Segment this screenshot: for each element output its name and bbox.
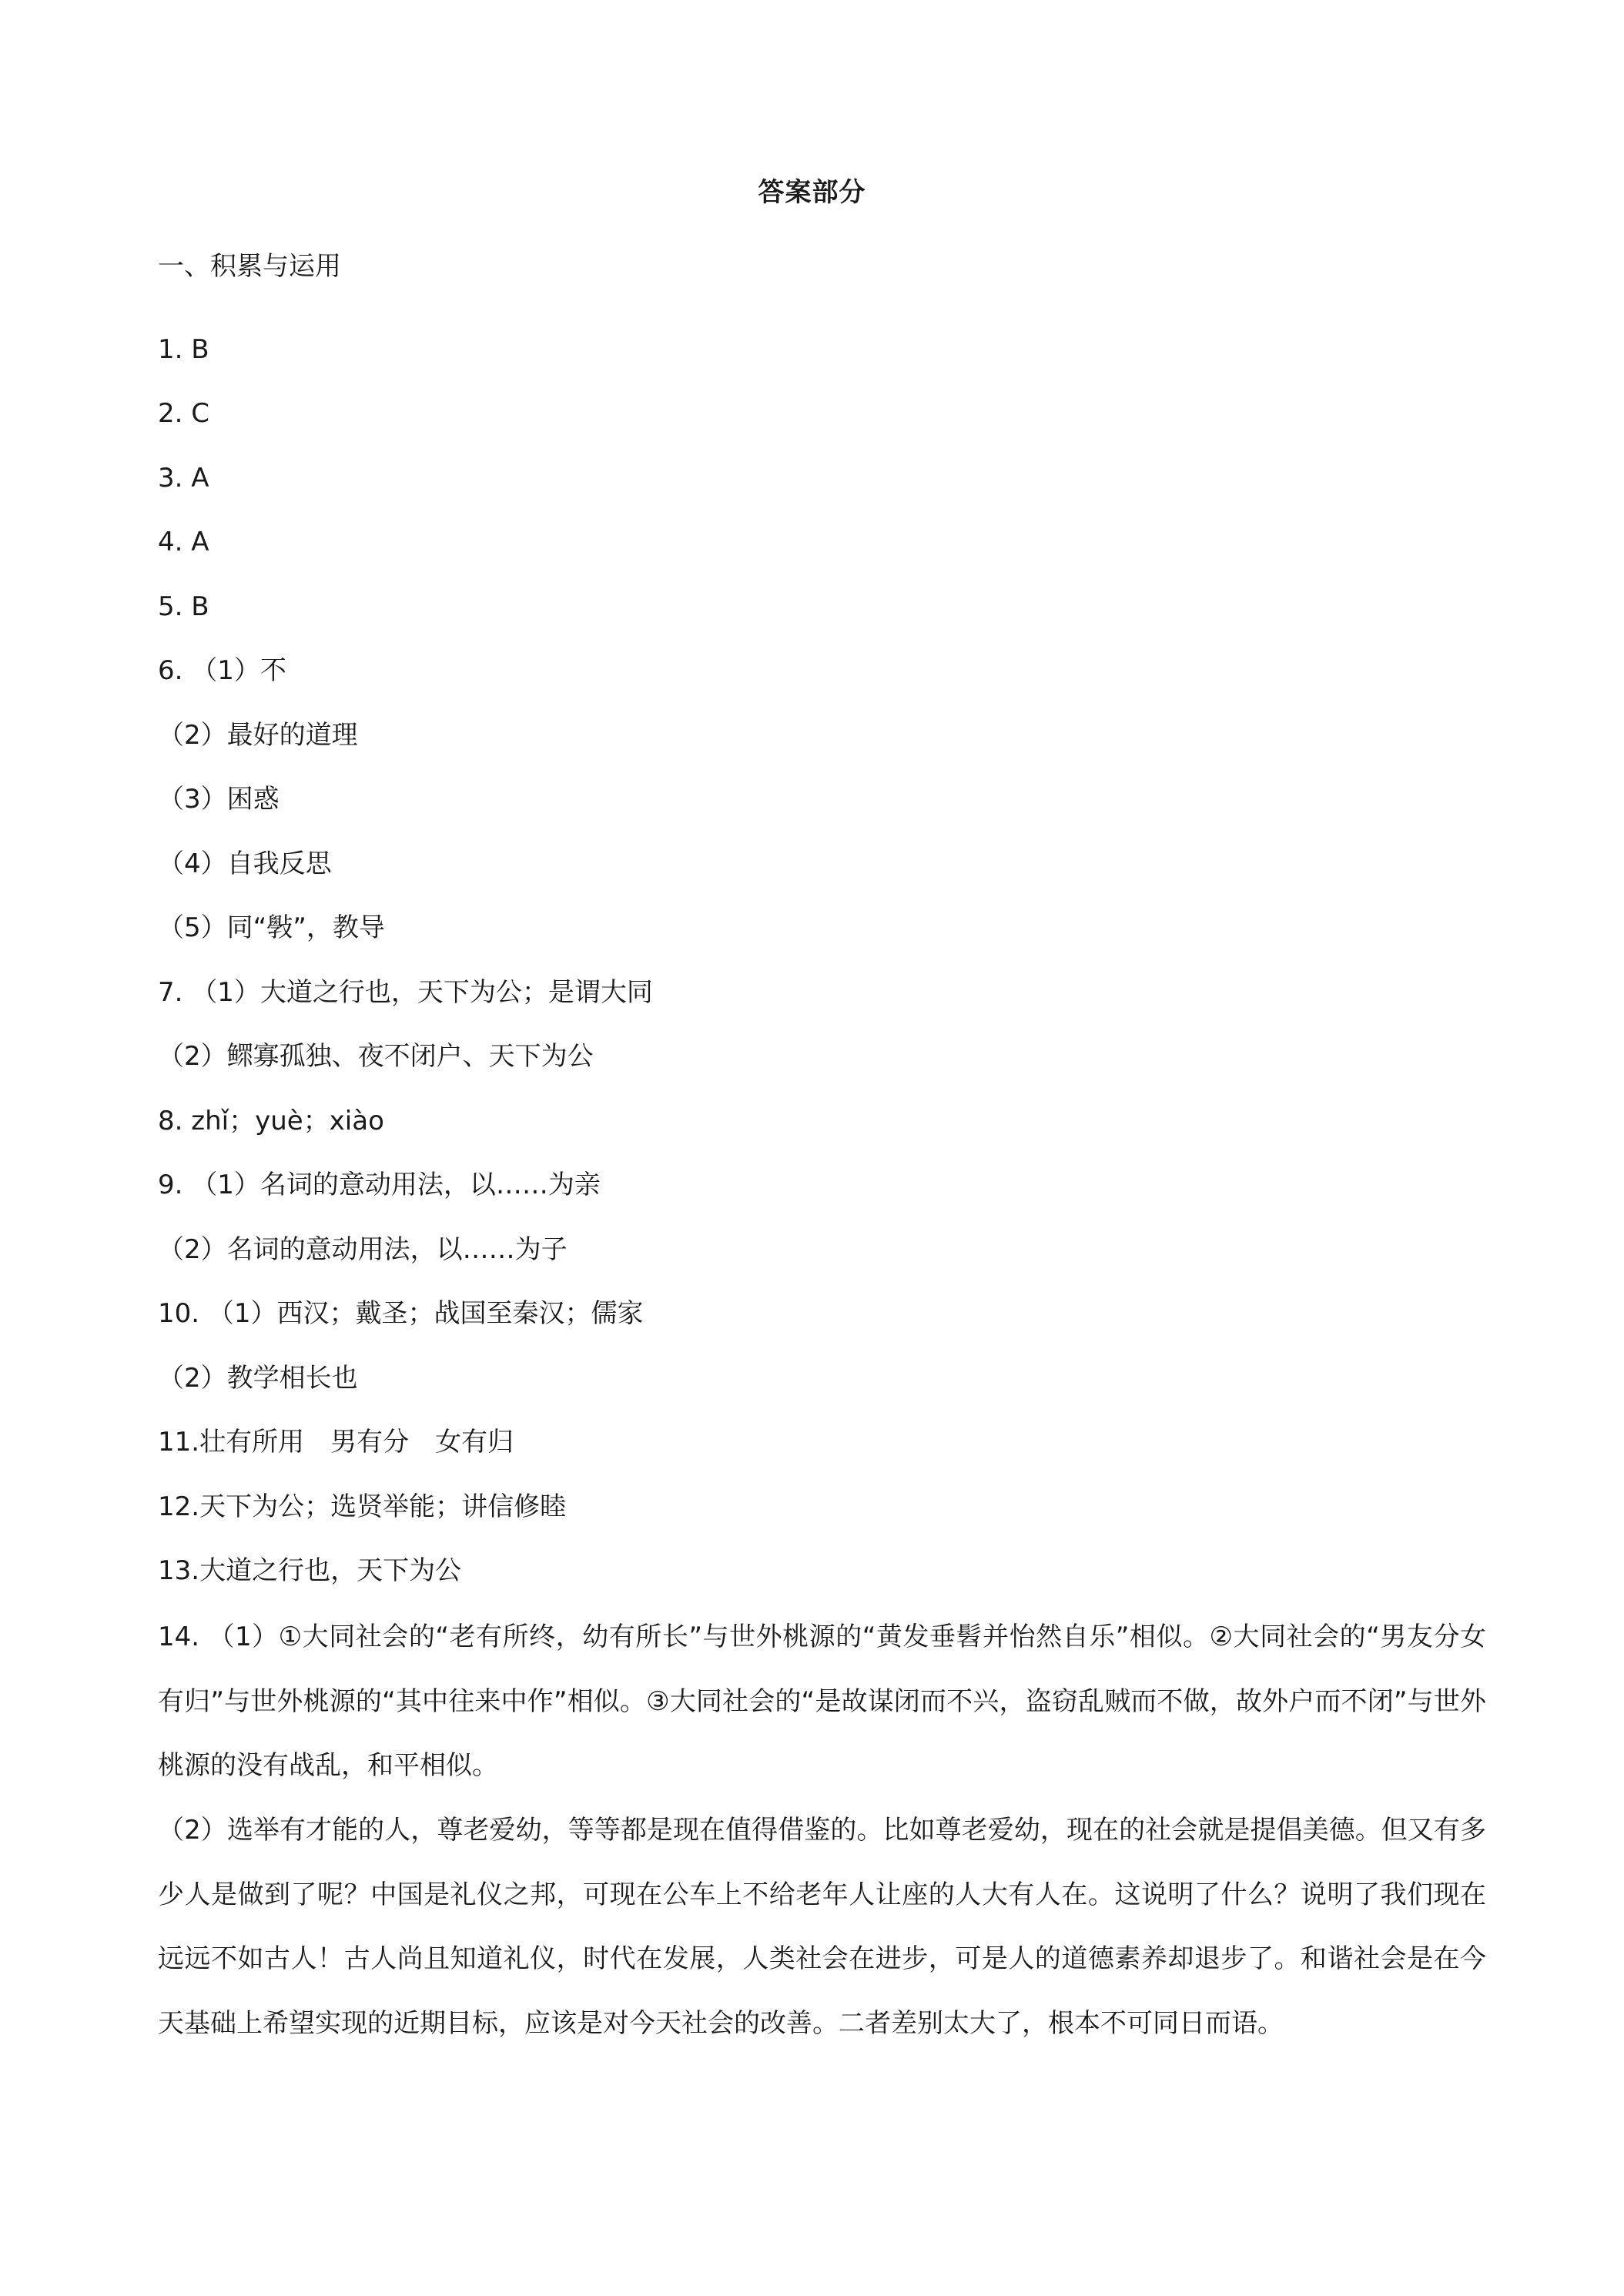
section-heading: 一、积累与运用 (158, 251, 341, 282)
answer-line: 3. A (158, 463, 209, 494)
answer-line: 13.大道之行也，天下为公 (158, 1555, 462, 1586)
answer-line: 4. A (158, 527, 209, 557)
answer-line: 9. （1）名词的意动用法，以……为亲 (158, 1170, 601, 1200)
answer-line: （2）名词的意动用法，以……为子 (158, 1234, 568, 1265)
answer-line: （2）鳏寡孤独、夜不闭户、天下为公 (158, 1041, 594, 1072)
page-title: 答案部分 (758, 177, 866, 208)
answer-paragraph-14-2: （2）选举有才能的人，尊老爱幼，等等都是现在值得借鉴的。比如尊老爱幼，现在的社会就是提倡美德。但又有多少人是做到了呢？中国是礼仪之邦，可现在公车上不给老年人让座的人大有人在。这说明了什么？说明了我们现在远远不如古人！古人尚且知道礼仪，时代在发展，人类社会在进步，可是人的道德素养却退步了。和谐社会是在今天基础上希望实现的近期目标，应该是对今天社会的改善。二者差别太大了，根本不可同日而语。 (158, 1815, 1486, 2039)
answer-line: 1. B (158, 334, 209, 365)
answer-line: （4）自我反思 (158, 848, 332, 879)
answer-line: 7. （1）大道之行也，天下为公；是谓大同 (158, 977, 653, 1008)
answer-line: （3）困惑 (158, 784, 280, 815)
answer-line: 8. zhǐ；yuè；xiào (158, 1106, 384, 1136)
answer-line: 11.壮有所用 男有分 女有归 (158, 1427, 514, 1458)
answer-line: （5）同“斅”，教导 (158, 912, 385, 943)
answer-line: 6. （1）不 (158, 655, 286, 686)
answer-line: 10. （1）西汉；戴圣；战国至秦汉；儒家 (158, 1298, 644, 1329)
answer-line: 5. B (158, 591, 209, 622)
answer-line: （2）教学相长也 (158, 1363, 358, 1394)
answer-paragraph-14-1: 14. （1）①大同社会的“老有所终，幼有所长”与世外桃源的“黄发垂髫并怡然自乐”相似。②大同社会的“男友分女有归”与世外桃源的“其中往来中作”相似。③大同社会的“是故谋闭而不兴，盗窃乱贼而不做，故外户而不闭”与世外桃源的没有战乱，和平相似。 (158, 1622, 1486, 1781)
answer-line: 12.天下为公；选贤举能；讲信修睦 (158, 1491, 567, 1522)
answer-line: 2. C (158, 398, 209, 429)
answer-line: （2）最好的道理 (158, 720, 358, 751)
